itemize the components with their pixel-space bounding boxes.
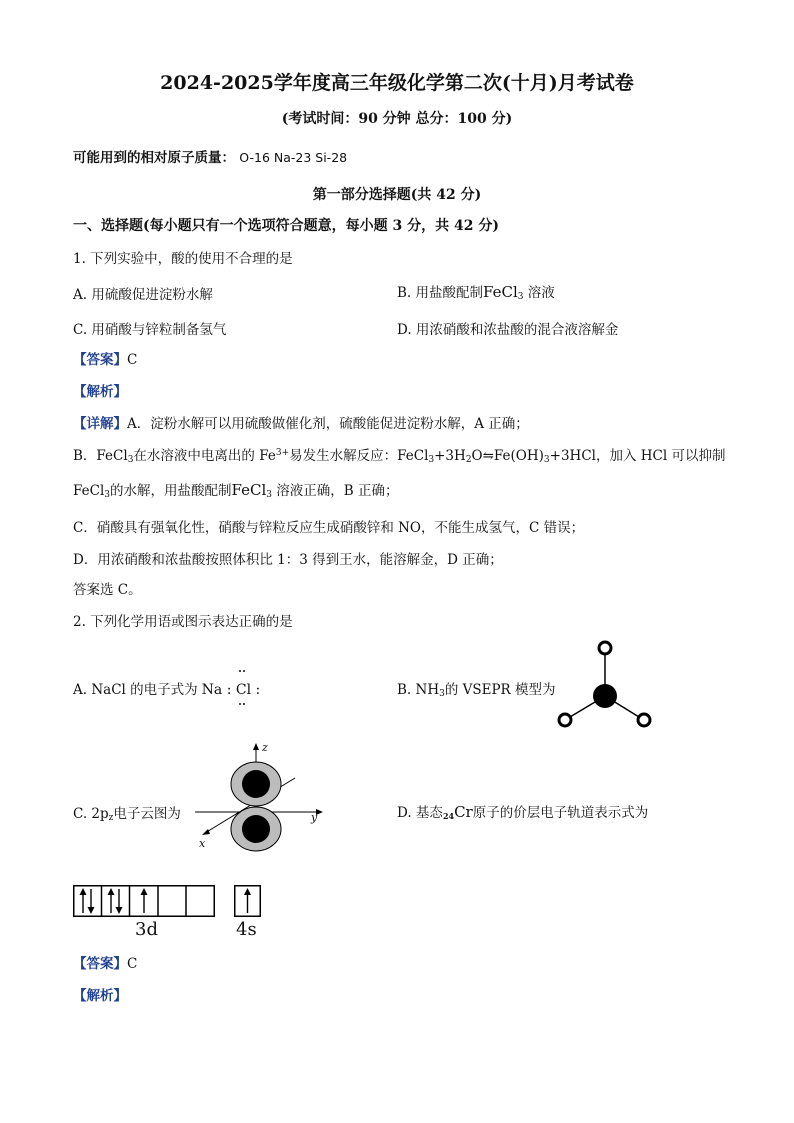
q1-detail-b2d: 溶液正确，B 正确；	[276, 483, 399, 499]
q1-answer-value: C	[127, 352, 138, 368]
q2-option-c-sub: z	[108, 813, 114, 823]
q2-option-d-post: 原子的价层电子轨道表示式为	[472, 805, 649, 821]
axis-x-label: x	[199, 837, 206, 850]
q1-detail-label: 【详解】	[73, 416, 127, 432]
q2-option-d-sub: 24	[442, 811, 455, 821]
q2-option-d-text: D. 基态	[397, 805, 443, 821]
q1-stem: 1. 下列实验中，酸的使用不合理的是	[73, 251, 293, 267]
part1-title: 第一部分选择题(共 42 分)	[312, 187, 482, 203]
q1-detail-b1e: O⇋Fe(OH)	[471, 448, 544, 464]
q1-option-b-formula	[483, 283, 523, 301]
q1-detail-b2a: FeCl	[73, 483, 105, 499]
q1-option-d: D. 用浓硝酸和浓盐酸的混合液溶解金	[397, 322, 619, 338]
q2-option-c-text: C. 2p	[73, 806, 109, 822]
q1-detail-b1f: +3HCl，加入 HCl 可以抑制	[549, 448, 726, 464]
2pz-electron-cloud-diagram	[195, 740, 330, 852]
q1-detail-a-text: A．淀粉水解可以用硫酸做催化剂，硫酸能促进淀粉水解，A 正确；	[127, 416, 529, 432]
orbital-4s-label: 4s	[236, 919, 257, 940]
q1-option-b-text: B. 用盐酸配制	[397, 285, 484, 301]
atomic-mass-line	[73, 146, 347, 166]
q1-detail-b2b: 的水解，用盐酸配制	[110, 483, 232, 499]
sub-3: 3	[104, 490, 110, 500]
q1-option-b-sub: 3	[517, 292, 524, 302]
q1-detail-b-line1	[73, 444, 725, 465]
q1-detail-b1b: 在水溶液中电离出的 Fe	[133, 448, 276, 464]
q2-option-b-sub: 3	[439, 689, 445, 699]
section-title: 一、选择题(每小题只有一个选项符合题意，每小题 3 分，共 42 分)	[73, 218, 499, 234]
axis-y-label: y	[311, 811, 318, 824]
q1-option-b-chem: FeCl	[483, 283, 518, 301]
q1-detail-b1c: 易发生水解反应：FeCl	[289, 448, 429, 464]
q2-analysis-label: 【解析】	[73, 988, 127, 1004]
nh3-vsepr-model	[550, 636, 660, 736]
orbital-4s-frame	[234, 885, 261, 917]
q1-option-b	[397, 281, 555, 302]
q1-option-a: A. 用硫酸促进淀粉水解	[73, 287, 213, 303]
q2-answer	[73, 952, 137, 972]
q1-analysis-label: 【解析】	[73, 384, 127, 400]
q1-option-c: C. 用硝酸与锌粒制备氢气	[73, 322, 227, 338]
atomic-mass-label: 可能用到的相对原子质量：	[73, 150, 235, 166]
q2-option-d	[397, 801, 648, 821]
cl-lone-pair-dots	[236, 668, 248, 708]
q1-detail-b1d: +3H	[434, 448, 466, 464]
exam-title: 2024-2025学年度高三年级化学第二次(十月)月考试卷	[160, 72, 634, 94]
q1-detail-c: C．硝酸具有强氧化性，硝酸与锌粒反应生成硝酸锌和 NO，不能生成氢气，C 错误；	[73, 520, 585, 536]
q1-answer	[73, 348, 137, 368]
q1-detail-b2c: FeCl	[231, 481, 267, 499]
q1-detail-b-line2	[73, 479, 399, 500]
q1-detail-b1a: B．FeCl	[73, 448, 128, 464]
spin-pair-arrows	[80, 888, 95, 914]
exam-subtitle: (考试时间：90 分钟 总分：100 分)	[281, 111, 513, 127]
q2-option-b-post: 的 VSEPR 模型为	[444, 682, 556, 698]
sup-3plus: 3+	[275, 448, 290, 458]
orbital-3d-label: 3d	[135, 919, 158, 940]
sub-2: 2	[465, 455, 472, 465]
q1-conclusion: 答案选 C。	[73, 582, 142, 598]
q1-option-b-post: 溶液	[527, 285, 555, 301]
3d-orbital-boxes	[73, 885, 215, 917]
sub-3: 3	[428, 455, 435, 465]
q2-stem: 2. 下列化学用语或图示表达正确的是	[73, 614, 293, 630]
q1-answer-label: 【答案】	[73, 352, 127, 368]
4s-orbital-box	[234, 885, 261, 917]
q2-option-a	[73, 678, 260, 698]
q1-detail-d: D．用浓硝酸和浓盐酸按照体积比 1：3 得到王水，能溶解金，D 正确；	[73, 552, 503, 568]
orbital-box-frame	[73, 885, 215, 917]
q1-detail-a	[73, 412, 529, 432]
spin-pair-arrows	[108, 888, 123, 914]
sub-3: 3	[127, 455, 134, 465]
q2-option-b	[397, 678, 556, 699]
sub-3: 3	[543, 455, 550, 465]
nacl-electron-formula: Na : Cl :	[201, 682, 261, 698]
axis-z-label: z	[262, 741, 268, 754]
q2-option-d-element: Cr	[454, 803, 473, 821]
q2-option-c-post: 电子云图为	[113, 806, 181, 822]
spin-up-arrow	[141, 888, 148, 913]
q2-answer-value: C	[127, 956, 138, 972]
q2-option-c	[73, 802, 181, 823]
q2-option-b-text: B. NH	[397, 682, 440, 698]
sub-3: 3	[266, 490, 272, 500]
q2-answer-label: 【答案】	[73, 956, 127, 972]
atomic-mass-values: O-16 Na-23 Si-28	[239, 150, 348, 165]
q2-option-a-text: A. NaCl 的电子式为	[73, 682, 198, 698]
